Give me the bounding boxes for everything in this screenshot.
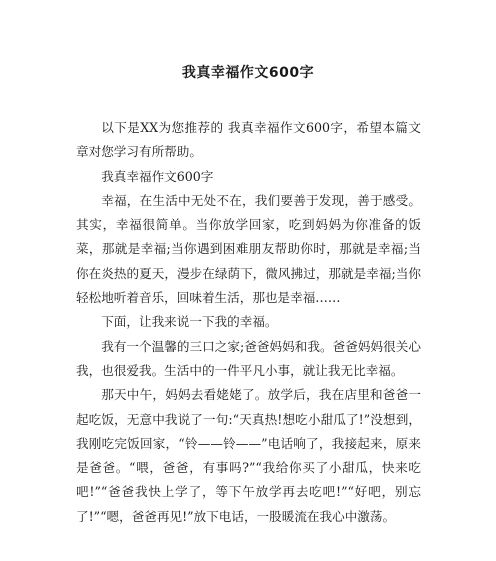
body-paragraph: 下面，让我来说一下我的幸福。 xyxy=(101,314,278,330)
intro-paragraph: 以下是XX为您推荐的 我真幸福作文600字，希望本篇文章对您学习有所帮助。 xyxy=(76,120,421,160)
document-body xyxy=(76,116,421,529)
body-paragraph: 我有一个温馨的三口之家;爸爸妈妈和我。爸爸妈妈很关心我，也很爱我。生活中的一件平凡小事，就让我无比幸福。 xyxy=(76,338,421,378)
body-paragraph: 那天中午，妈妈去看姥姥了。放学后，我在店里和爸爸一起吃饭，无意中我说了一句:“天真热!想吃小甜瓜了!”没想到，我刚吃完饭回家，“铃——铃——”电话响了，我接起来，原来是爸爸。“喂，爸爸，有事吗?”“我给你买了小甜瓜，快来吃吧!”“爸爸我快上学了，等下午放学再去吃吧!”“好吧，别忘了!”“嗯，爸爸再见!”放下电话，一股暖流在我心中激荡。 xyxy=(76,387,421,524)
subheading-paragraph: 我真幸福作文600字 xyxy=(101,168,214,184)
body-paragraph: 幸福，在生活中无处不在，我们要善于发现，善于感受。其实，幸福很简单。当你放学回家，吃到妈妈为你准备的饭菜，那就是幸福;当你遇到困难朋友帮助你时，那就是幸福;当你在炎热的夏天，漫步在绿荫下，微风拂过，那就是幸福;当你轻松地听着音乐，回味着生活，那也是幸福…… xyxy=(76,192,421,306)
document-title: 我真幸福作文600字 xyxy=(181,65,315,81)
